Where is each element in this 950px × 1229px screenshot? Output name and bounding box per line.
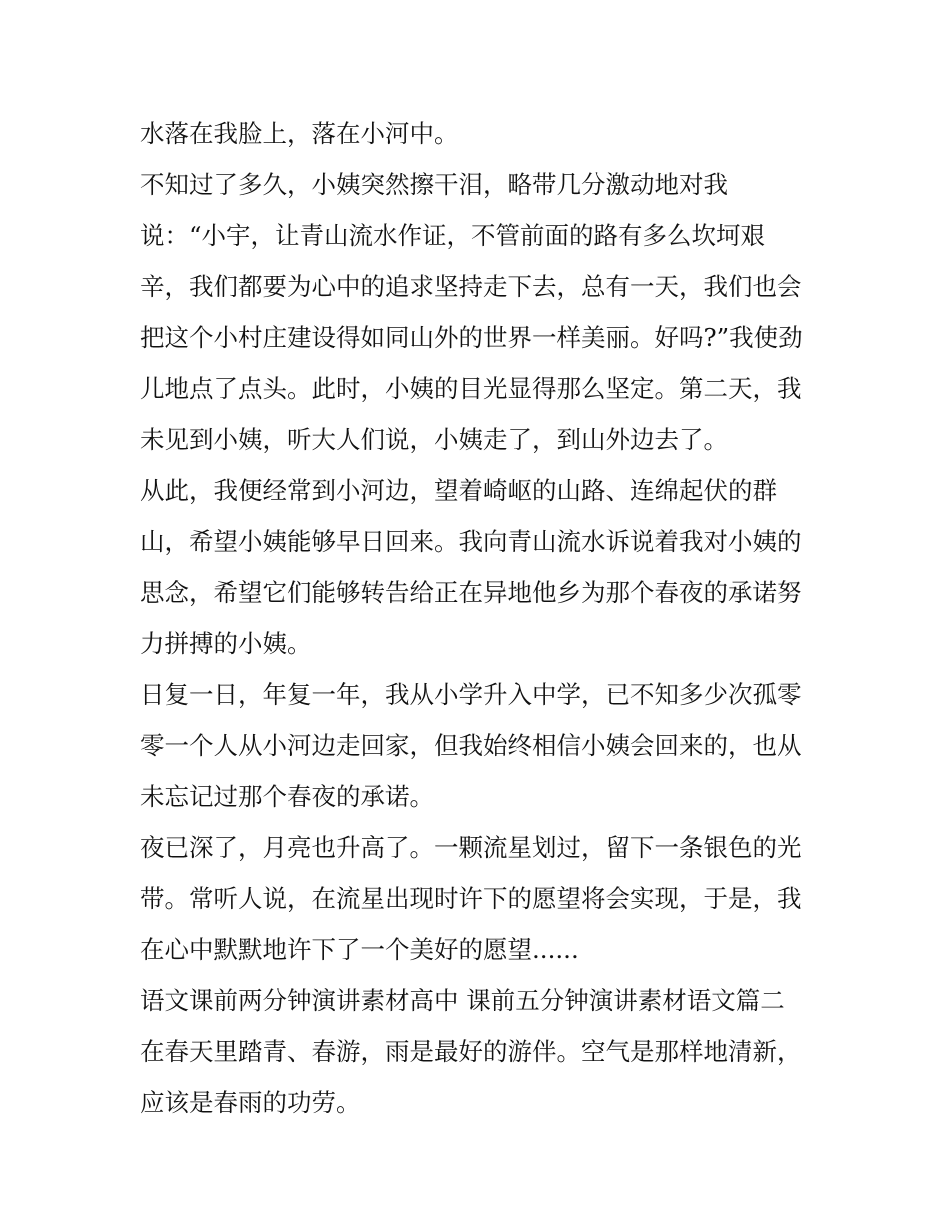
section-heading: 语文课前两分钟演讲素材高中 课前五分钟演讲素材语文篇二	[140, 986, 785, 1015]
text-line: 带。常听人说，在流星出现时许下的愿望将会实现，于是，我	[140, 884, 802, 913]
text-line: 未忘记过那个春夜的承诺。	[140, 782, 434, 811]
document-body	[140, 108, 830, 1128]
text-line: 说：“小宇，让青山流水作证，不管前面的路有多么坎坷艰	[140, 221, 766, 250]
text-line: 未见到小姨，听大人们说，小姨走了，到山外边去了。	[140, 425, 728, 454]
text-line: 从此，我便经常到小河边，望着崎岖的山路、连绵起伏的群	[140, 476, 777, 505]
text-line: 儿地点了点头。此时，小姨的目光显得那么坚定。第二天，我	[140, 374, 802, 403]
text-line: 辛，我们都要为心中的追求坚持走下去，总有一天，我们也会	[140, 272, 802, 301]
text-line: 山，希望小姨能够早日回来。我向青山流水诉说着我对小姨的	[140, 527, 802, 556]
text-line: 日复一日，年复一年，我从小学升入中学，已不知多少次孤零	[140, 680, 802, 709]
text-line: 把这个小村庄建设得如同山外的世界一样美丽。好吗?”我使劲	[140, 323, 803, 352]
text-line: 在心中默默地许下了一个美好的愿望......	[140, 935, 579, 964]
text-line: 力拼搏的小姨。	[140, 629, 312, 658]
text-line: 夜已深了，月亮也升高了。一颗流星划过，留下一条银色的光	[140, 833, 802, 862]
text-line: 零一个人从小河边走回家，但我始终相信小姨会回来的，也从	[140, 731, 802, 760]
text-line: 思念，希望它们能够转告给正在异地他乡为那个春夜的承诺努	[140, 578, 802, 607]
text-line: 水落在我脸上，落在小河中。	[140, 119, 459, 148]
text-line: 不知过了多久，小姨突然擦干泪，略带几分激动地对我	[140, 170, 728, 199]
text-line: 在春天里踏青、春游，雨是最好的游伴。空气是那样地清新，	[140, 1037, 802, 1066]
text-line: 应该是春雨的功劳。	[140, 1088, 361, 1117]
